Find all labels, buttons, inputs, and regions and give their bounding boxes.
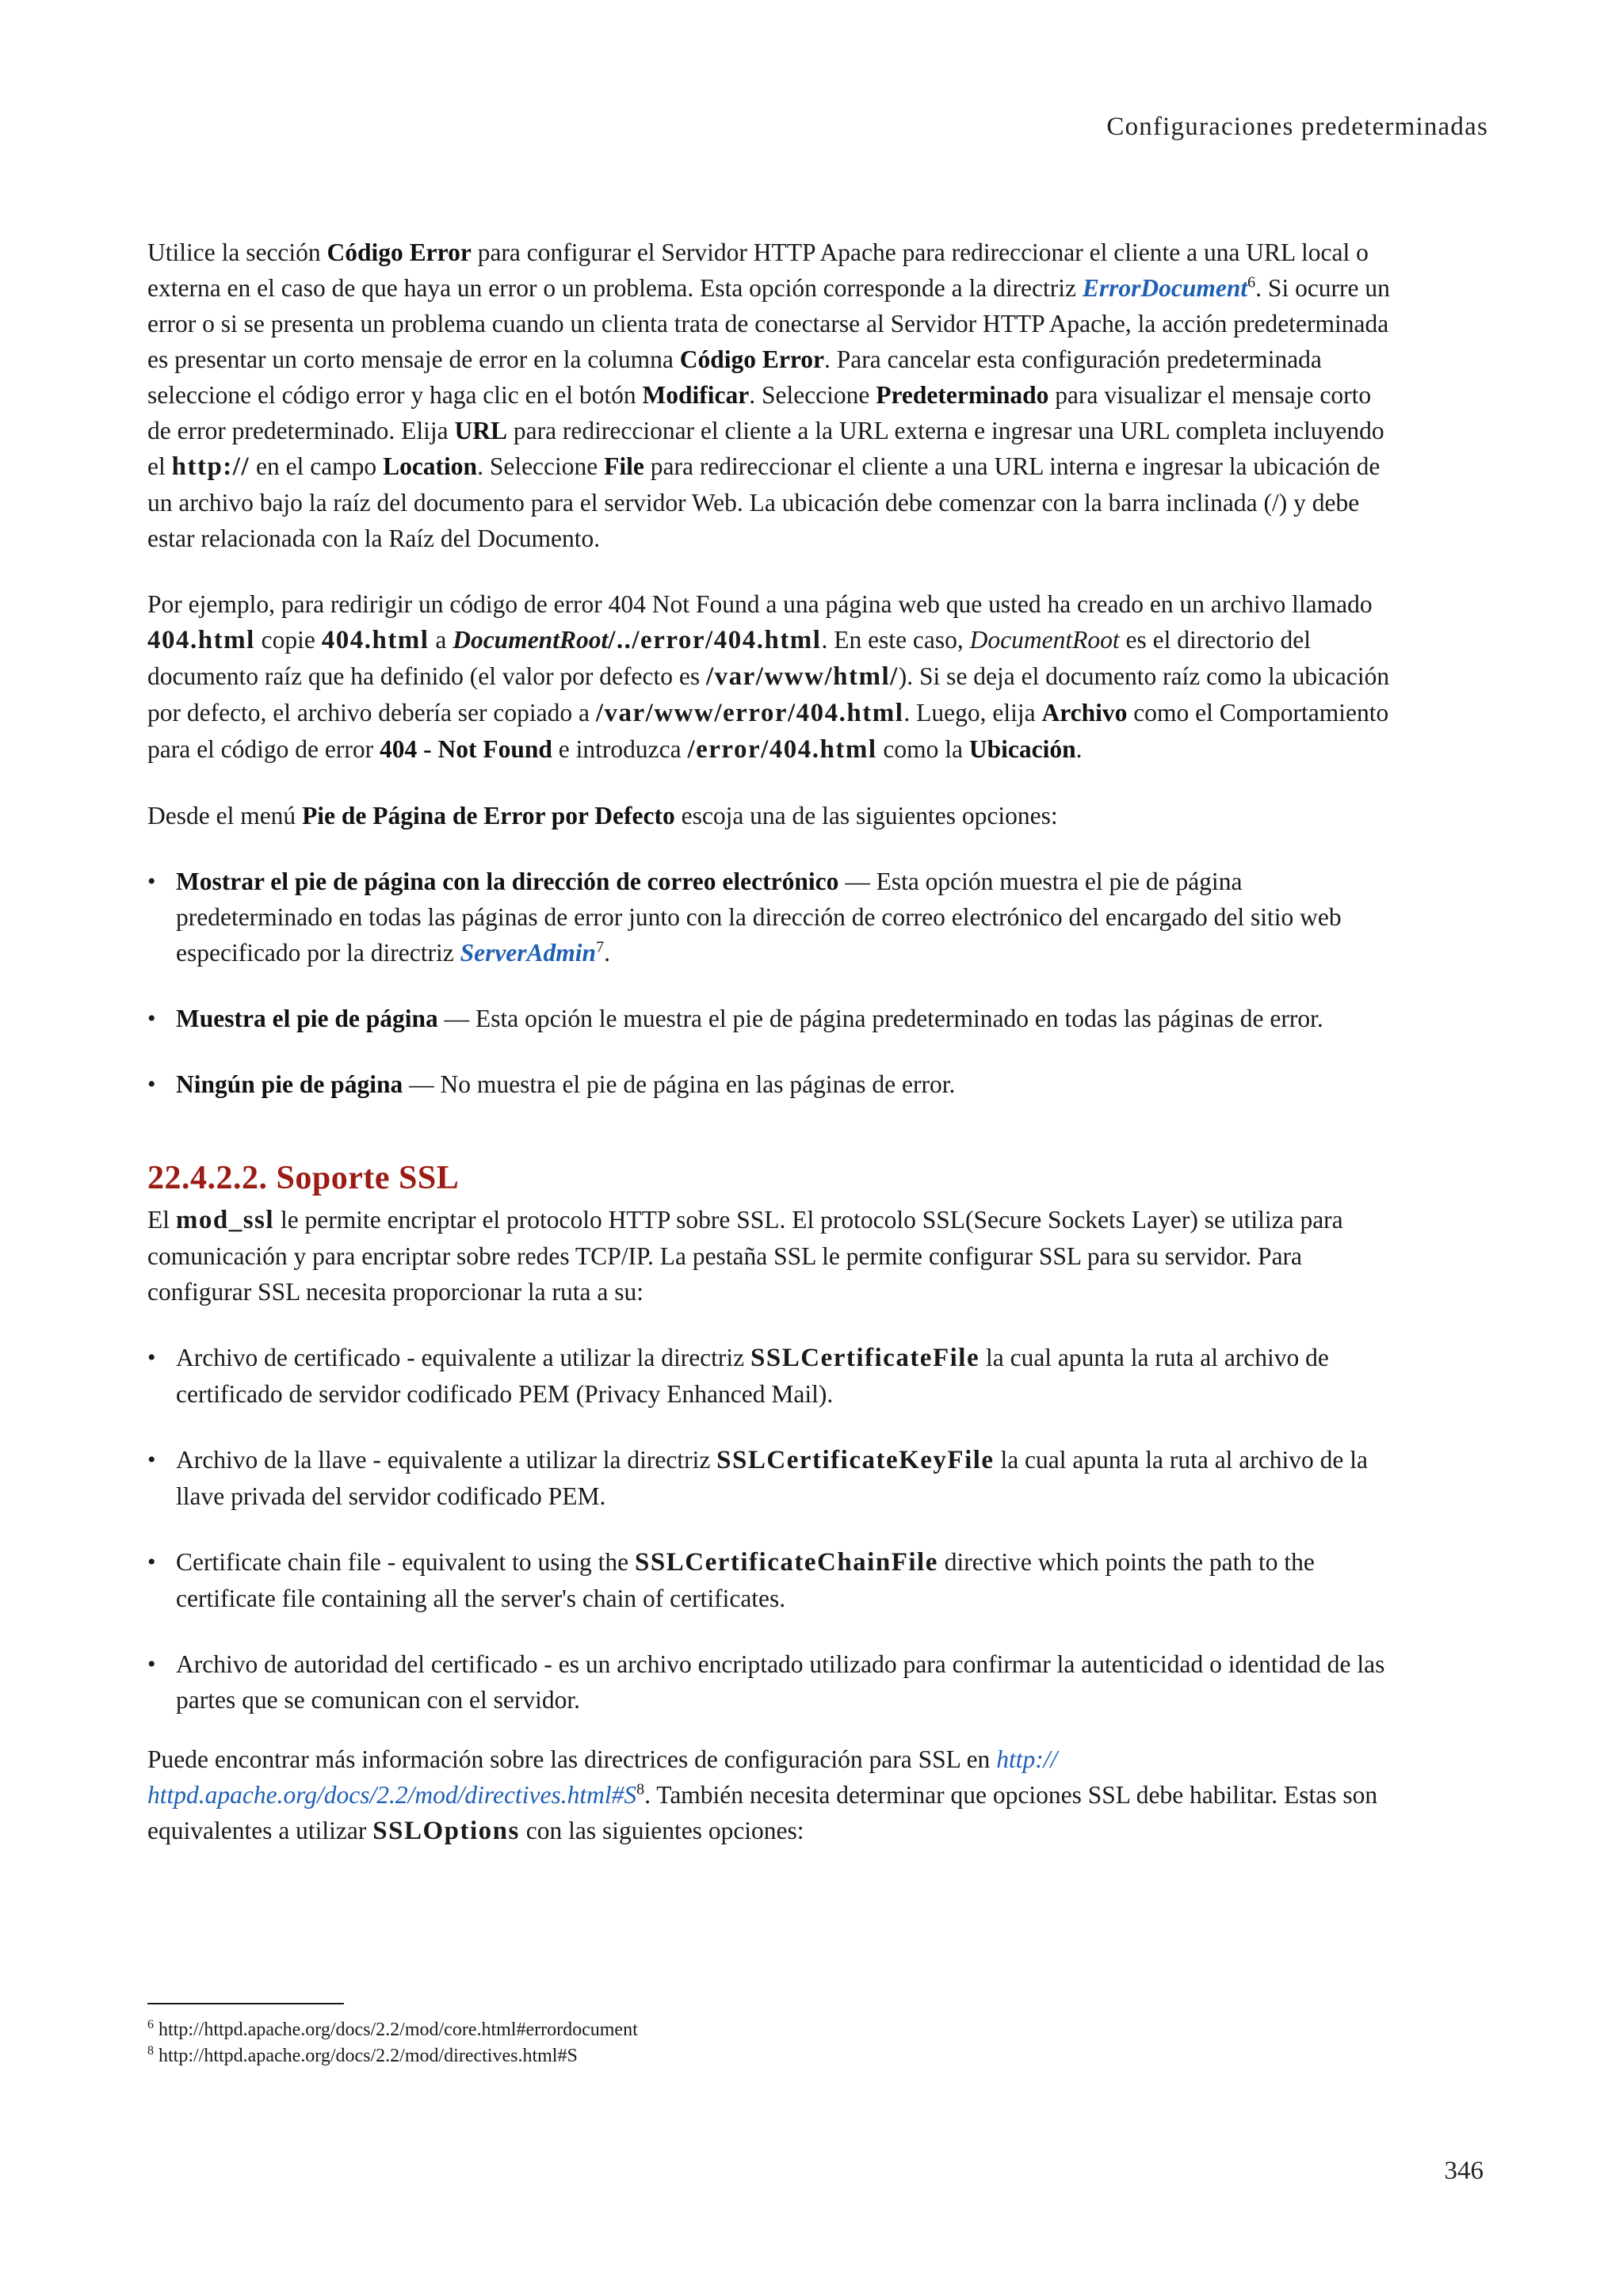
list-item: • Muestra el pie de página — Esta opción le muestra el pie de página predeterminado en todas las páginas de error. (147, 1001, 1400, 1036)
bold-term: Ubicación (968, 735, 1076, 763)
bold-term: URL (454, 417, 507, 444)
paragraph-error-code: Utilice la sección Código Error para configurar el Servidor HTTP Apache para redireccionar el cliente a una URL local o externa en el caso de que haya un error o un problema. Esta opción corresponde a la directriz ErrorDocument$^6$. Si ocurre un error o si se presenta un problema cuando un clienta trata de conectarse al Servidor HTTP Apache, la acción predeterminada es presentar un corto mensaje de error en la columna Código Error. Para cancelar esta configuración predeterminada seleccione el código error y haga clic en el botón Modificar. Seleccione Predeterminado para visualizar el mensaje corto de error predeterminado. Elija URL para redireccionar el cliente a la URL externa e ingresar una URL completa incluyendo el http:// en el campo Location. Seleccione File para redireccionar el cliente a una URL interna e ingresar la ubicación de un archivo bajo la raíz del documento para el servidor Web. La ubicación debe comenzar con la barra inclinada (/) y debe estar relacionada con la Raíz del Documento. (147, 238, 1390, 552)
paragraph-ssl-intro: El mod_ssl le permite encriptar el protocolo HTTP sobre SSL. El protocolo SSL(Secure Sockets Layer) se utiliza para comunicación y para encriptar sobre redes TCP/IP. La pestaña SSL le permite configurar SSL para su servidor. Para configurar SSL necesita proporcionar la ruta a su: (147, 1206, 1343, 1306)
list-item: • Certificate chain file - equivalent to using the SSLCertificateChainFile directive which points the path to the certificate file containing all the server's chain of certificates. (147, 1544, 1400, 1616)
emphasis-term: DocumentRoot (453, 626, 609, 654)
code-term: /var/www/error/404.html (595, 699, 904, 727)
code-term: SSLOptions (372, 1817, 520, 1845)
paragraph-example: Por ejemplo, para redirigir un código de error 404 Not Found a una página web que usted ha creado en un archivo llamado 404.html copie 404.html a DocumentRoot/../error/404.html. En este caso, DocumentRoot es el directorio del documento raíz que ha definido (el valor por defecto es /var/www/html/). Si se deja el documento raíz como la ubicación por defecto, el archivo debería ser copiado a /var/www/error/404.html. Luego, elija Archivo como el Comportamiento para el código de error 404 - Not Found e introduzca /error/404.html como la Ubicación. (147, 590, 1390, 764)
code-term: /error/404.html (687, 735, 877, 764)
code-term: /var/www/html/ (705, 662, 899, 691)
list-item: • Archivo de la llave - equivalente a utilizar la directriz SSLCertificateKeyFile la cual apunta la ruta al archivo de la llave privada del servidor codificado PEM. (147, 1442, 1400, 1514)
bold-term: Predeterminado (876, 381, 1049, 409)
bold-term: Archivo (1041, 699, 1128, 727)
page-body (147, 235, 1400, 1879)
list-item: • Archivo de certificado - equivalente a utilizar la directriz SSLCertificateFile la cual apunta la ruta al archivo de certificado de servidor codificado PEM (Privacy Enhanced Mail). (147, 1340, 1400, 1412)
errordocument-link[interactable]: ErrorDocument (1082, 274, 1248, 302)
list-item: • Mostrar el pie de página con la dirección de correo electrónico — Esta opción muestra el pie de página predeterminado en todas las páginas de error junto con la dirección de correo electrónico del encargado del sitio web especificado por la directriz ServerAdmin$^7$. (147, 864, 1400, 971)
footnote-ref[interactable]: 8 (636, 1780, 645, 1798)
directives-link[interactable]: http:// httpd.apache.org/docs/2.2/mod/directives.html#S (147, 1745, 1058, 1809)
list-item: • Archivo de autoridad del certificado - es un archivo encriptado utilizado para confirmar la autenticidad o identidad de las partes que se comunican con el servidor. (147, 1646, 1400, 1718)
emphasis-term: DocumentRoot (969, 626, 1120, 654)
code-term: mod_ssl (175, 1206, 275, 1234)
code-term: SSLCertificateKeyFile (716, 1446, 995, 1474)
bold-term: File (604, 452, 644, 480)
footnote-ref[interactable]: 6 (1247, 273, 1256, 292)
paragraph-ssl-more: Puede encontrar más información sobre las directrices de configuración para SSL en http:// $httpd.apache.org/docs/2.2/mod/directives.html\#S^8$. También necesita determinar que opciones SSL debe habilitar. Estas son equivalentes a utilizar SSLOptions con las siguientes opciones: (147, 1745, 1378, 1845)
ssl-items-list (147, 1340, 1400, 1718)
bold-term: 404 - Not Found (379, 735, 552, 763)
bold-term: Location (383, 452, 478, 480)
footnotes (147, 2017, 638, 2069)
bold-term: Código Error (327, 238, 472, 266)
code-term: SSLCertificateChainFile (635, 1548, 938, 1577)
list-item: • Ningún pie de página — No muestra el pie de página en las páginas de error. (147, 1066, 1400, 1102)
footer-options-list (147, 864, 1400, 1102)
section-heading: 22.4.2.2. Soporte SSL (147, 1160, 460, 1196)
footnote: $^8$ http://httpd.apache.org/docs/2.2/mod/directives.html#S (147, 2044, 578, 2066)
page-number: 346 (1444, 2157, 1484, 2185)
bold-term: Pie de Página de Error por Defecto (302, 802, 675, 830)
running-header: Configuraciones predeterminadas (1106, 113, 1488, 141)
bold-term: Modificar (642, 381, 750, 409)
paragraph-footer-menu: Desde el menú Pie de Página de Error por Defecto escoja una de las siguientes opciones: (147, 802, 1058, 830)
code-term: /../error/404.html (608, 626, 822, 654)
code-term: SSLCertificateFile (750, 1344, 980, 1372)
footnote-divider (147, 2003, 344, 2004)
code-term: 404.html (147, 626, 255, 654)
code-term: http:// (171, 452, 250, 481)
code-term: 404.html (321, 626, 430, 654)
bold-term: Código Error (679, 345, 824, 373)
footnote-ref[interactable]: 7 (596, 938, 605, 956)
serveradmin-link[interactable]: ServerAdmin (460, 939, 597, 967)
footnote: $^6$ http://httpd.apache.org/docs/2.2/mod/core.html#errordocument (147, 2018, 638, 2040)
